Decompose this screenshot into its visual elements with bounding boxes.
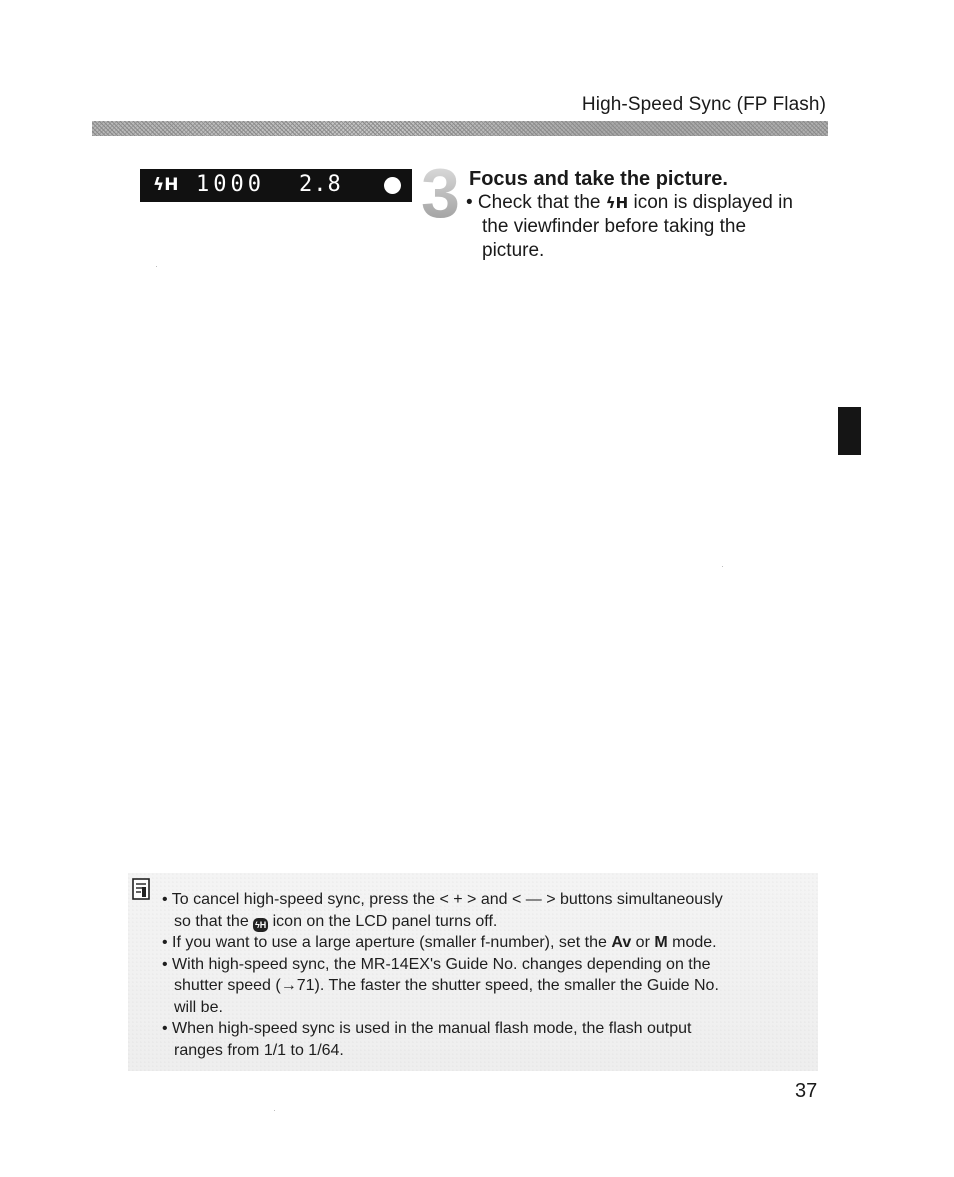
aperture-readout: 2.8 (299, 172, 342, 197)
shutter-speed-readout: 1000 (196, 172, 265, 197)
viewfinder-display (140, 169, 412, 202)
memo-icon (132, 878, 150, 900)
scan-speck (156, 266, 157, 267)
note-item-cont: will be. (174, 998, 223, 1016)
note-item: • With high-speed sync, the MR-14EX's Guide No. changes depending on the (162, 955, 711, 973)
note-item: • When high-speed sync is used in the manual flash mode, the flash output (162, 1020, 692, 1037)
step-line-2: the viewfinder before taking the (482, 216, 747, 237)
step-instructions (466, 191, 826, 263)
step-heading: Focus and take the picture. (469, 168, 728, 190)
note-item-cont: ranges from 1/1 to 1/64. (174, 1041, 344, 1059)
step-line-1: • Check that the ϟH icon is displayed in (466, 192, 793, 213)
high-speed-sync-lcd-icon: ϟH (255, 919, 267, 930)
note-item: • To cancel high-speed sync, press the < + > and < — > buttons simultaneously (162, 891, 723, 908)
section-title: High-Speed Sync (FP Flash) (581, 94, 826, 115)
chapter-tab-marker (838, 407, 861, 455)
note-item-cont: so that the ϟH icon on the LCD panel turns off. (174, 912, 498, 930)
step-number: 3 (421, 154, 460, 232)
header-rule (92, 121, 828, 136)
scan-speck (722, 566, 723, 567)
notes-list (162, 889, 812, 1061)
note-item: • If you want to use a large aperture (smaller f-number), set the Av or M mode. (162, 934, 717, 951)
note-item-cont: shutter speed (→71). The faster the shutter speed, the smaller the Guide No. (174, 977, 719, 994)
m-mode-symbol: M (654, 934, 668, 951)
av-mode-symbol: Av (611, 934, 632, 951)
high-speed-flash-icon: ϟH (605, 194, 629, 212)
page-number: 37 (795, 1080, 818, 1102)
focus-confirmation-dot-icon (384, 177, 401, 194)
step-line-3: picture. (482, 240, 545, 261)
notes-panel (128, 873, 818, 1071)
scan-speck (274, 1110, 275, 1111)
high-speed-flash-icon: ϟH (153, 175, 179, 195)
